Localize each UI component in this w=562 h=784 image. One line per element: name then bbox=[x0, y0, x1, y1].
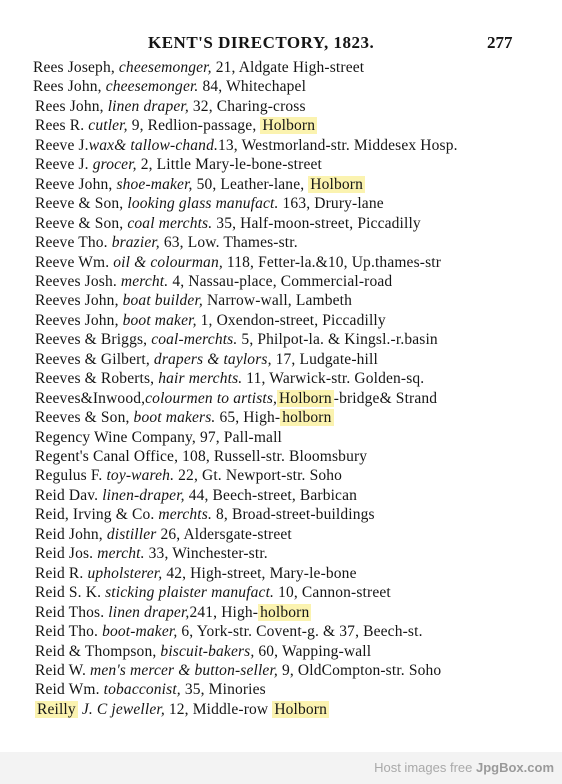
directory-entry bbox=[35, 350, 378, 370]
entry-name: Reeves & Gilbert, bbox=[35, 350, 150, 368]
entry-trade: sticking plaister manufact. bbox=[101, 584, 275, 602]
directory-entry bbox=[35, 116, 317, 136]
entry-address: 44, Beech-street, Barbican bbox=[184, 486, 358, 504]
entry-highlight: Holborn bbox=[310, 175, 364, 193]
entry-name: Reeves John, bbox=[35, 311, 119, 329]
entry-address: 11, Warwick-str. Golden-sq. bbox=[242, 370, 425, 388]
entry-address: 60, Wapping-wall bbox=[254, 642, 372, 660]
entry-address: 10, Cannon-street bbox=[274, 584, 391, 602]
entry-name: Rees John, bbox=[33, 78, 102, 96]
entry-name: Rees Joseph, bbox=[33, 59, 115, 76]
entry-trade: colourmen to artists, bbox=[145, 389, 278, 407]
directory-entry bbox=[35, 564, 357, 584]
entry-trade: distiller bbox=[102, 525, 157, 543]
entry-address: 17, Ludgate-hill bbox=[271, 350, 378, 368]
entry-address: 32, Charing-cross bbox=[188, 97, 306, 115]
entry-trade: wax& tallow-chand. bbox=[88, 136, 218, 154]
directory-entry bbox=[35, 155, 322, 175]
entry-trade: toy-wareh. bbox=[102, 467, 175, 485]
entry-name: Reeve Tho. bbox=[35, 234, 108, 252]
entry-name: Reid W. bbox=[35, 661, 87, 679]
entry-address: Narrow-wall, Lambeth bbox=[202, 292, 352, 310]
entry-name: Reid Dav. bbox=[35, 486, 99, 504]
entry-name: Rees John, bbox=[35, 97, 104, 115]
watermark[interactable] bbox=[374, 760, 554, 775]
entry-trade: linen draper, bbox=[104, 603, 190, 621]
entry-address: 9, Redlion-passage, bbox=[127, 117, 257, 135]
entry-address: 1, Oxendon-street, Piccadilly bbox=[196, 311, 386, 329]
directory-entry bbox=[35, 486, 357, 506]
entry-trade: shoe-maker, bbox=[112, 175, 193, 193]
entry-address: 108, Russell-str. Bloomsbury bbox=[178, 448, 368, 465]
directory-entry bbox=[35, 194, 384, 214]
entry-highlight: Holborn bbox=[262, 117, 316, 135]
entry-address: 4, Nassau-place, Commercial-road bbox=[168, 272, 393, 290]
directory-entry bbox=[35, 389, 437, 409]
entry-address: 21, Aldgate High-street bbox=[211, 59, 365, 76]
directory-entry bbox=[35, 136, 458, 156]
directory-entry bbox=[35, 369, 424, 389]
entry-name-highlight: Reilly bbox=[37, 700, 76, 718]
page-number: 277 bbox=[487, 33, 513, 52]
entry-address: 26, Aldersgate-street bbox=[156, 525, 292, 543]
entry-address: 2, Little Mary-le-bone-street bbox=[136, 156, 322, 174]
entry-name: Reid Tho. bbox=[35, 623, 99, 641]
directory-entry bbox=[35, 447, 367, 467]
page-title: KENT'S DIRECTORY, 1823. bbox=[148, 33, 375, 52]
entry-name: Reid & Thompson, bbox=[35, 642, 157, 660]
entry-trade: tobacconist, bbox=[99, 681, 181, 699]
entry-trade: mercht. bbox=[116, 272, 169, 290]
directory-entry bbox=[35, 544, 268, 564]
entry-address: 241, High- bbox=[189, 603, 259, 621]
watermark-brand: JpgBox.com bbox=[475, 760, 554, 775]
directory-entry bbox=[35, 428, 282, 448]
entry-highlight: Holborn bbox=[274, 700, 328, 718]
directory-entry bbox=[33, 58, 364, 78]
directory-entry bbox=[35, 408, 334, 428]
directory-entry bbox=[35, 583, 391, 603]
directory-entry bbox=[35, 214, 421, 234]
entry-name: Reeves & Roberts, bbox=[35, 370, 155, 388]
entry-highlight: Holborn bbox=[279, 389, 332, 407]
entry-address: 84, Whitechapel bbox=[198, 78, 307, 96]
entry-name: Reid Thos. bbox=[35, 603, 105, 621]
entry-address: 22, Gt. Newport-str. Soho bbox=[174, 467, 343, 485]
entry-trade: biscuit-bakers, bbox=[156, 642, 255, 660]
directory-entry bbox=[35, 253, 441, 273]
entry-name: Reid S. K. bbox=[35, 584, 102, 602]
directory-entry bbox=[35, 700, 329, 720]
directory-entry bbox=[35, 311, 386, 331]
entry-address: 118, Fetter-la.&10, Up.thames-str bbox=[222, 253, 442, 271]
entry-name: Reid R. bbox=[35, 564, 84, 582]
entry-name: Regency Wine Company, bbox=[35, 428, 196, 446]
entry-trade: coal-merchts. bbox=[147, 331, 238, 349]
entry-name: Reeve John, bbox=[35, 175, 113, 193]
entry-name: Regent's Canal Office, bbox=[35, 448, 179, 465]
directory-entry bbox=[35, 525, 292, 545]
directory-entry bbox=[35, 680, 266, 700]
entry-name: Reeves & Briggs, bbox=[35, 331, 148, 349]
entry-name: Reeves & Son, bbox=[35, 409, 130, 427]
entry-trade: linen draper, bbox=[103, 97, 189, 115]
entry-trade: J. C jeweller, bbox=[77, 700, 165, 718]
directory-entry bbox=[35, 642, 371, 662]
entry-name: Reeve & Son, bbox=[35, 195, 124, 213]
entry-address: 12, Middle-row bbox=[164, 700, 269, 718]
entry-name: Reeves&Inwood, bbox=[35, 389, 146, 407]
entry-trade: drapers & taylors, bbox=[149, 350, 272, 368]
directory-entry bbox=[35, 175, 365, 195]
entry-address-tail: -bridge& Strand bbox=[333, 389, 438, 407]
entry-address: 50, Leather-lane, bbox=[192, 175, 305, 193]
entry-trade: boat builder, bbox=[118, 292, 203, 310]
entry-address: 8, Broad-street-buildings bbox=[211, 506, 375, 524]
entry-address: 35, Minories bbox=[180, 681, 266, 699]
entry-name: Reid John, bbox=[35, 525, 103, 543]
directory-entry bbox=[35, 622, 423, 642]
directory-entry bbox=[35, 291, 352, 311]
page-header bbox=[0, 33, 562, 55]
entry-trade: mercht. bbox=[93, 545, 145, 563]
entry-name: Reeve & Son, bbox=[35, 214, 124, 232]
directory-entry bbox=[35, 233, 298, 253]
entry-name: Regulus F. bbox=[35, 467, 103, 485]
directory-entry bbox=[35, 505, 375, 525]
entry-trade: cheesemonger. bbox=[101, 78, 199, 96]
entry-trade: cutler, bbox=[84, 117, 128, 135]
entry-address: 9, OldCompton-str. Soho bbox=[277, 661, 442, 679]
entry-address: 163, Drury-lane bbox=[278, 195, 384, 213]
entry-name: Reid Jos. bbox=[35, 545, 94, 563]
entry-name: Reeve Wm. bbox=[35, 253, 110, 271]
directory-entry bbox=[35, 466, 342, 486]
entry-name: Reid, Irving & Co. bbox=[35, 506, 155, 524]
entry-address: 35, Half-moon-street, Piccadilly bbox=[212, 214, 421, 232]
entry-name: Reeve J. bbox=[35, 136, 89, 154]
entry-trade: boot maker, bbox=[118, 311, 197, 329]
directory-entry bbox=[33, 77, 306, 97]
entry-trade: merchts. bbox=[154, 506, 212, 524]
entry-name: Reeves Josh. bbox=[35, 272, 117, 290]
entry-address: 6, York-str. Covent-g. & 37, Beech-st. bbox=[177, 623, 423, 641]
entry-trade: grocer, bbox=[88, 156, 137, 174]
entry-name: Reeve J. bbox=[35, 156, 89, 174]
entry-address: 65, High- bbox=[215, 409, 281, 427]
entry-trade: oil & colourman, bbox=[109, 253, 223, 271]
entry-trade: upholsterer, bbox=[83, 564, 163, 582]
directory-entry bbox=[35, 330, 438, 350]
entry-address: 63, Low. Thames-str. bbox=[159, 234, 298, 252]
entry-address: 97, Pall-mall bbox=[195, 428, 282, 446]
entry-trade: boot makers. bbox=[129, 409, 216, 427]
watermark-text: Host images free bbox=[374, 760, 473, 775]
entry-trade: brazier, bbox=[107, 234, 160, 252]
directory-entry bbox=[35, 603, 311, 623]
directory-entry bbox=[35, 272, 392, 292]
entry-address: 42, High-street, Mary-le-bone bbox=[162, 564, 357, 582]
entry-address: 5, Philpot-la. & Kingsl.-r.basin bbox=[237, 331, 438, 349]
directory-entry bbox=[35, 97, 306, 117]
entry-name: Reeves John, bbox=[35, 292, 119, 310]
footer-strip bbox=[0, 752, 562, 784]
entry-name: Rees R. bbox=[35, 117, 85, 135]
entry-trade: hair merchts. bbox=[154, 370, 243, 388]
entry-address: 33, Winchester-str. bbox=[144, 545, 268, 563]
directory-entry bbox=[35, 661, 441, 681]
entry-trade: linen-draper, bbox=[98, 486, 185, 504]
entry-address: 13, Westmorland-str. Middesex Hosp. bbox=[218, 136, 458, 154]
entry-highlight: holborn bbox=[260, 603, 310, 621]
entry-highlight: holborn bbox=[282, 409, 332, 427]
entry-trade: men's mercer & button-seller, bbox=[86, 661, 278, 679]
entry-trade: looking glass manufact. bbox=[123, 195, 279, 213]
entry-trade: coal merchts. bbox=[123, 214, 213, 232]
entry-trade: cheesemonger, bbox=[114, 59, 212, 76]
entry-trade: boot-maker, bbox=[98, 623, 178, 641]
entry-name: Reid Wm. bbox=[35, 681, 100, 699]
